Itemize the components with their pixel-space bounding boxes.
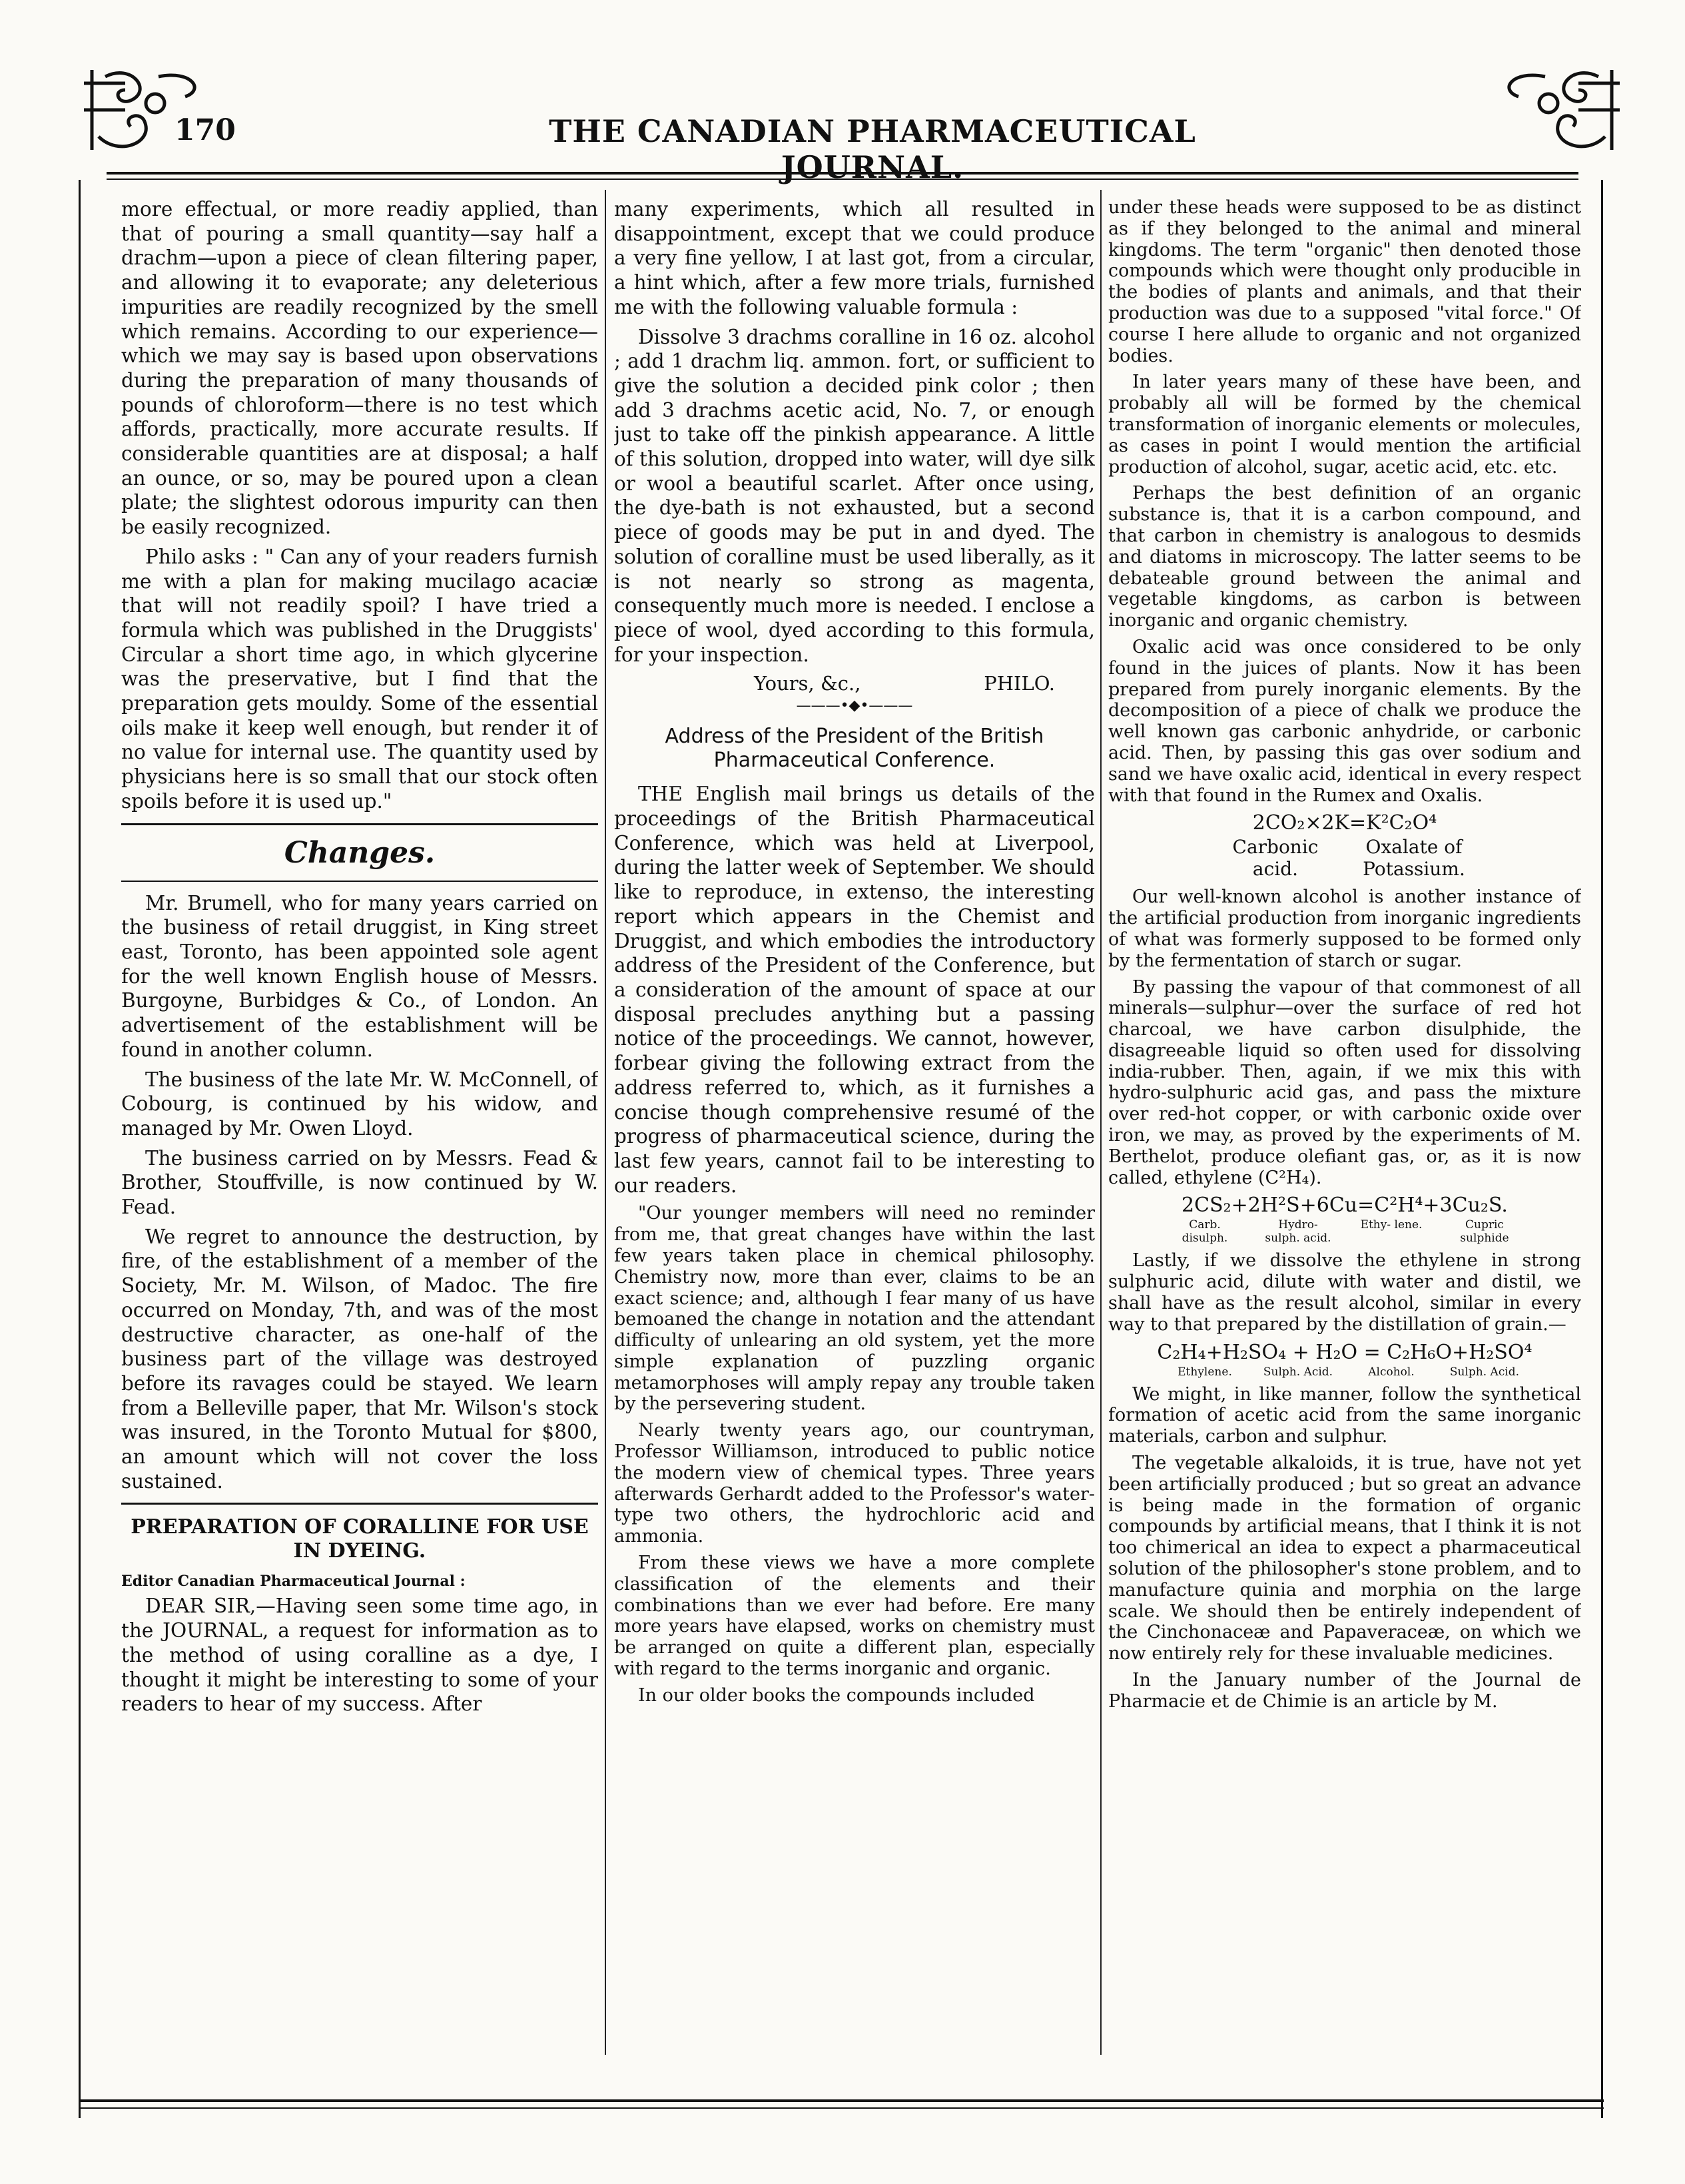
corner-scroll-ornament-right-icon (1485, 63, 1625, 157)
chloroform-paragraph: more effectual, or more readiy applied, than that of pouring a small quantity—say half a drachm—upon a piece of clean filtering paper, and allowing it to evaporate; any deleterious impurities are readily recognized by the smell which remains. According to our experience—which we may say is based upon observations during the preparation of many thousands of pounds of chloroform—there is no test which affords, practically, more accurate results. If considerable quantities are at disposal; a half an ounce, or so, may be poured upon a clean plate; the slightest odorous impurity can then be easily recognized. (121, 198, 598, 539)
equation-ethylene-labels (1108, 1218, 1581, 1245)
column-rule-1 (605, 190, 606, 2055)
sulphur-para: By passing the vapour of that commonest of all minerals—sulphur—over the surface of red hot charcoal, we have carbon disulphide, the disagreeable liquid so often used for dissolving india-rubber. Then, again, if we mix this with hydro-sulphuric acid gas, and pass the mixture over red-hot copper, or with carbonic oxide over iron, we may, as proved by the experiments of M. Berthelot, produce olefiant gas, or, as it is now called, ethylene (C²H₄). (1108, 976, 1581, 1188)
ethylene-para: Lastly, if we dissolve the ethylene in strong sulphuric acid, dilute with water and distil, we shall have as the result alcohol, similar in every way to that prepared by the distillation of grain.— (1108, 1250, 1581, 1335)
alkaloids-para: The vegetable alkaloids, it is true, have not yet been artificially produced ; but so great an advance is being made in the formation of organic compounds by artificial means, that I think it is not too chimerical an idea to expect a pharmaceutical solution of the philosopher's stone problem, and to manufacture quinia and morphia on the large scale. We should then be entirely independent of the Cinchonaceæ and Papaveraceæ, on which we now entirely rely for these invaluable medicines. (1108, 1453, 1581, 1664)
equation-alcohol: C₂H₄+H₂SO₄ + H₂O = C₂H₆O+H₂SO⁴ (1157, 1340, 1532, 1364)
section-rule (121, 1503, 598, 1505)
header-rule-thick (107, 172, 1578, 175)
changes-brumell: Mr. Brumell, who for many years carried on the business of retail druggist, in King street east, Toronto, has been appointed sole agent for the well known English house of Messrs. Burgoyne, Burbidges & Co., of London. An advertisement of the establishment will be found in another column. (121, 891, 598, 1061)
footer-rule-thick (79, 2099, 1604, 2102)
address-quote-2: Nearly twenty years ago, our countryman, Professor Williamson, introduced to public notice the modern view of chemical types. Three years afterwards Gerhardt added to the Professor's water-type two others, the hydrochloric acid and ammonia. (614, 1420, 1095, 1547)
equation-oxalate: 2CO₂×2K=K²C₂O⁴ (1252, 811, 1437, 835)
eq-label: Sulph. Acid. (1449, 1365, 1520, 1379)
page-frame-left (79, 180, 81, 2118)
section-rule (121, 823, 598, 825)
header-rule-thin (107, 179, 1578, 180)
column-3 (1108, 197, 1581, 2086)
organic-para-1: under these heads were supposed to be as distinct as if they belonged to the animal and mineral kingdoms. The term "organic" then denoted those compounds which were thought only producible in the bodies of plants and animals, and that their production was due to a supposed "vital force." Of course I here allude to organic and not organized bodies. (1108, 197, 1581, 366)
changes-heading: Changes. (284, 835, 436, 870)
footer-rule-thin (79, 2107, 1604, 2109)
eq-label: Oxalate of Potassium. (1363, 836, 1465, 881)
eq-label: Ethy- lene. (1360, 1218, 1423, 1232)
journal-para: In the January number of the Journal de Pharmacie et de Chimie is an article by M. (1108, 1670, 1581, 1712)
column-2 (614, 197, 1095, 2086)
section-rule (121, 881, 598, 882)
changes-wilson-fire: We regret to announce the destruction, by fire, of the establishment of a member of the Society, Mr. M. Wilson, of Madoc. The fire occurred on Monday, 7th, and was of the most destructive character, as one-half of the business part of the village was destroyed before its ravages could be stayed. We learn from a Belleville paper, that Mr. Wilson's stock was insured, in the Toronto Mutual for $800, an amount which will not cover the loss sustained. (121, 1225, 598, 1493)
signature-closing: Yours, &c., (754, 672, 861, 695)
signature-name: PHILO. (984, 672, 1055, 695)
eq-label: Sulph. Acid. (1263, 1365, 1333, 1379)
coralline-letter-start: DEAR SIR,—Having seen some time ago, in the JOURNAL, a request for information as to the method of using coralline as a dye, I thought it might be interesting to some of your readers to hear of my success. After (121, 1595, 598, 1716)
eq-label: Carbonic acid. (1232, 836, 1319, 881)
column-1 (121, 197, 598, 2086)
coralline-letter-cont: many experiments, which all resulted in disappointment, except that we could produce a very fine yellow, I at last got, from a circular, a hint which, after a few more trials, furnished me with the following valuable formula : (614, 198, 1095, 318)
oxalic-acid-para: Oxalic acid was once considered to be only found in the juices of plants. Now it has been prepared from purely inorganic elements. By the decomposition of a piece of chalk we produce the well known gas carbonic anhydride, or carbonic acid. Then, by passing this gas over sodium and sand we have oxalic acid, identical in every respect with that found in the Rumex and Oxalis. (1108, 636, 1581, 806)
equation-ethylene: 2CS₂+2H²S+6Cu=C²H⁴+3Cu₂S. (1181, 1194, 1508, 1218)
eq-label: Carb. disulph. (1181, 1218, 1228, 1246)
address-heading: Address of the President of the British Pharmaceutical Conference. (665, 725, 1044, 773)
changes-fead: The business carried on by Messrs. Fead & Brother, Stouffville, is now continued by W. Fead. (121, 1146, 598, 1219)
eq-label: Hydro- sulph. acid. (1265, 1218, 1331, 1246)
eq-label: Cupric sulphide (1460, 1218, 1509, 1246)
eq-label: Ethylene. (1178, 1365, 1232, 1379)
letter-signature (614, 672, 1095, 695)
coralline-heading: PREPARATION OF CORALLINE FOR USE IN DYEING. (131, 1515, 589, 1563)
address-quote-4: In our older books the compounds included (638, 1684, 1035, 1706)
running-title: THE CANADIAN PHARMACEUTICAL JOURNAL. (549, 113, 1196, 185)
address-quote-1: "Our younger members will need no reminder from me, that great changes have within the last few years taken place in chemical philosophy. Chemistry now, more than ever, claims to be an exact science; and, although I fear many of us have bemoaned the change in notation and the attendant difficulty of unlearing an old system, yet the more simple explanation of puzzling organic metamorphoses will amply repay any trouble taken by the persevering student. (614, 1203, 1095, 1415)
equation-oxalate-labels (1108, 836, 1581, 880)
philo-query-paragraph: Philo asks : " Can any of your readers furnish me with a plan for making mucilago acaciæ that will not readily spoil? I have tried a formula which was published in the Druggists' Circular a short time ago, in which glycerine was the preservative, but I find that the preparation gets mouldy. Some of the essential oils make it keep well enough, but render it of no value for internal use. The quantity used by physicians here is so small that our stock often spoils before it is used up." (121, 545, 598, 813)
ornamental-dash: ———•◆•——— (796, 697, 913, 715)
alcohol-para: Our well-known alcohol is another instance of the artificial production from inorganic ingredients of what was formerly supposed to be formed only by the fermentation of starch or sugar. (1108, 887, 1581, 971)
page-number: 170 (174, 113, 236, 147)
equation-alcohol-labels (1108, 1365, 1581, 1379)
page-frame-right (1601, 180, 1603, 2118)
column-rule-2 (1100, 190, 1102, 2055)
address-quote-3: From these views we have a more complete classification of the elements and their combinations than we ever had before. Ere many more years have elapsed, works on chemistry must be arranged on quite a different plan, especially with regard to the terms inorganic and organic. (614, 1553, 1095, 1680)
organic-para-3: Perhaps the best definition of an organic substance is, that it is a carbon compound, and that carbon in chemistry is analogous to desmids and diatoms in microscopy. The latter seems to be debateable ground between the animal and vegetable kingdoms, as carbon is between inorganic and organic chemistry. (1108, 483, 1581, 631)
editor-salutation: Editor Canadian Pharmaceutical Journal : (121, 1573, 466, 1591)
changes-mcconnell: The business of the late Mr. W. McConnell, of Cobourg, is continued by his widow, and managed by Mr. Owen Lloyd. (121, 1068, 598, 1140)
address-intro: THE English mail brings us details of the proceedings of the British Pharmaceutical Conference, which was held at Liverpool, during the latter week of September. We should like to reproduce, in extenso, the interesting report which appears in the Chemist and Druggist, and which embodies the introductory address of the President of the Conference, but a consideration of the amount of space at our disposal precludes anything but a passing notice of the proceedings. We cannot, however, forbear giving the following extract from the address referred to, which, as it furnishes a concise though comprehensive resumé of the progress of pharmaceutical science, during the last few years, cannot fail to be interesting to our readers. (614, 783, 1095, 1197)
acetic-para: We might, in like manner, follow the synthetical formation of acetic acid from the same inorganic materials, carbon and sulphur. (1108, 1383, 1581, 1447)
organic-para-2: In later years many of these have been, and probably all will be formed by the chemical transformation of inorganic elements or molecules, as cases in point I would mention the artificial production of alcohol, sugar, acetic acid, etc. etc. (1108, 372, 1581, 478)
coralline-formula: Dissolve 3 drachms coralline in 16 oz. alcohol ; add 1 drachm liq. ammon. fort, or sufficient to give the solution a decided pink color ; then add 3 drachms acetic acid, No. 7, or enough just to take off the pinkish appearance. A little of this solution, dropped into water, will dye silk or wool a beautiful scarlet. After once using, the dye-bath is not exhausted, but a second piece of goods may be put in and dyed. The solution of coralline must be used liberally, as it is not nearly so strong as magenta, consequently much more is needed. I enclose a piece of wool, dyed according to this formula, for your inspection. (614, 325, 1095, 666)
eq-label: Alcohol. (1368, 1365, 1415, 1379)
